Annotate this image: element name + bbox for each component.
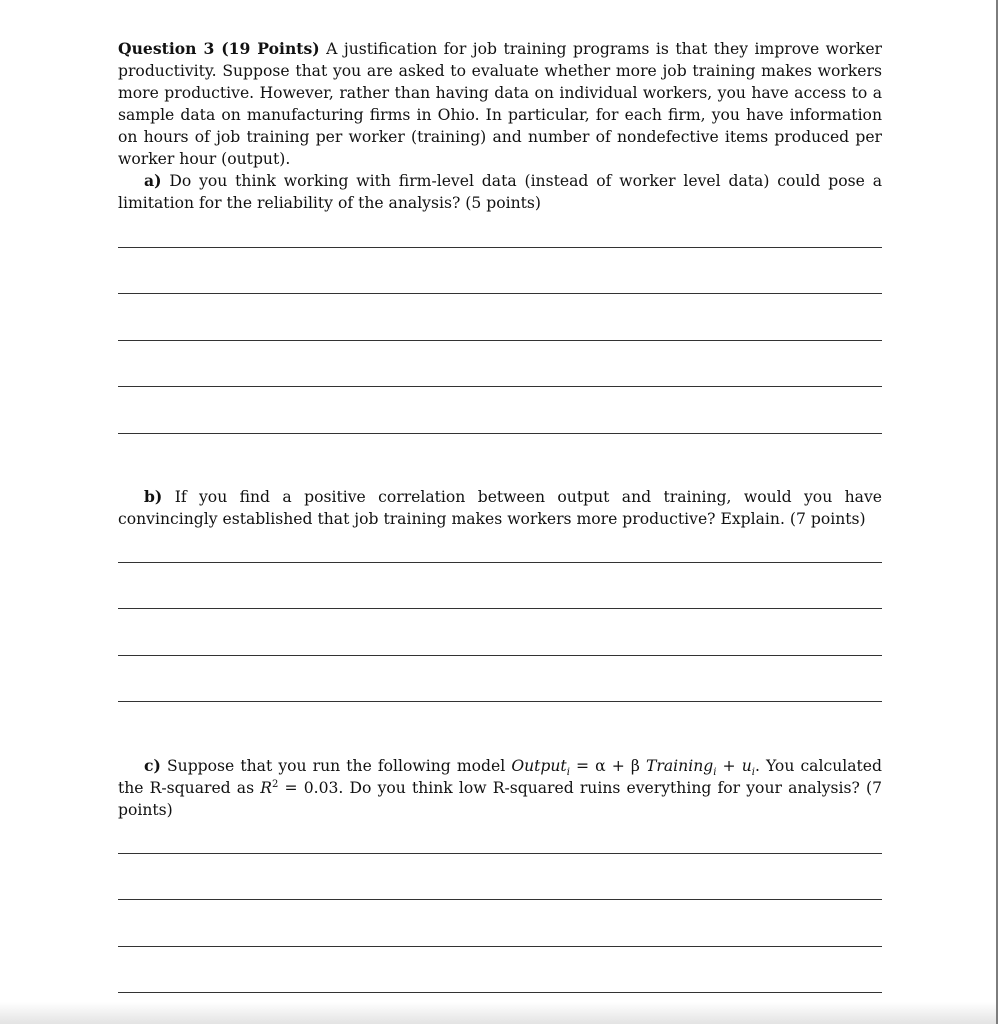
model-output-symbol: Output xyxy=(511,757,567,775)
answer-line-a-4[interactable] xyxy=(118,386,882,387)
answer-line-a-5[interactable] xyxy=(118,433,882,434)
model-error-subscript: i xyxy=(751,767,755,779)
answer-line-c-1[interactable] xyxy=(118,853,882,854)
question-heading: Question 3 (19 Points) xyxy=(118,39,320,58)
answer-line-c-2[interactable] xyxy=(118,899,882,900)
model-equals: = α + β xyxy=(576,757,640,775)
page-bottom-shadow xyxy=(0,1002,998,1024)
r2-symbol: R xyxy=(260,779,272,797)
part-c xyxy=(118,755,882,821)
model-training-subscript: i xyxy=(713,767,717,779)
part-a-text: Do you think working with firm-level data (instead of worker level data) could pose a limitation for the reliability of the analysis? (5 points) xyxy=(118,172,882,212)
answer-line-c-3[interactable] xyxy=(118,946,882,947)
answer-line-a-3[interactable] xyxy=(118,340,882,341)
part-b-label: b) xyxy=(144,487,163,506)
question-intro-text: A justification for job training programs is that they improve worker productivity. Suppose that you are asked to evaluate whether more job training makes workers more productive. However, rather than having data on individual workers, you have access to a sample data on manufacturing firms in Ohio. In particular, for each firm, you have information on hours of job training per worker (training) and number of nondefective items produced per worker hour (output). xyxy=(118,40,882,168)
part-a-label: a) xyxy=(144,171,162,190)
r2-value: = 0.03. xyxy=(284,779,344,797)
answer-line-b-4[interactable] xyxy=(118,701,882,702)
answer-line-b-1[interactable] xyxy=(118,562,882,563)
part-b xyxy=(118,486,882,530)
part-c-text-after-model: . You calculated the R-squared as xyxy=(118,757,882,797)
answer-line-a-1[interactable] xyxy=(118,247,882,248)
answer-line-a-2[interactable] xyxy=(118,293,882,294)
r2-superscript: 2 xyxy=(272,778,279,790)
question-intro xyxy=(118,38,882,214)
model-error-symbol: u xyxy=(741,757,752,775)
part-b-text: If you find a positive correlation between output and training, would you have convincingly established that job training makes workers more productive? Explain. (7 points) xyxy=(118,488,882,528)
part-c-label: c) xyxy=(144,756,161,775)
answer-line-b-3[interactable] xyxy=(118,655,882,656)
part-c-text-before-model: Suppose that you run the following model xyxy=(166,757,506,775)
answer-line-c-4[interactable] xyxy=(118,992,882,993)
answer-line-b-2[interactable] xyxy=(118,608,882,609)
model-output-subscript: i xyxy=(566,767,570,779)
model-plus: + xyxy=(722,757,736,775)
model-training-symbol: Training xyxy=(646,757,714,775)
part-c-text-end: Do you think low R-squared ruins everything for your analysis? (7 points) xyxy=(118,779,882,819)
